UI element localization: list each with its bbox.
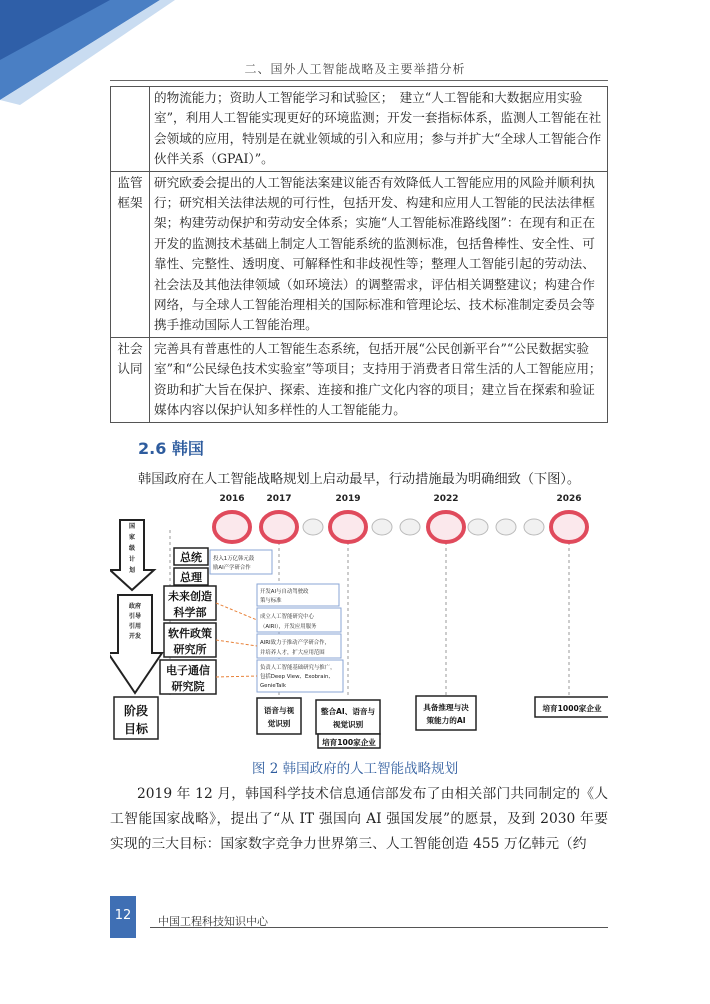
year-label: 2026 (556, 494, 582, 504)
org-label: 研究院 (171, 680, 205, 693)
row-label: 社会认同 (111, 337, 150, 422)
org-label: 科学部 (173, 606, 207, 619)
figure-caption: 图 2 韩国政府的人工智能战略规划 (251, 761, 459, 777)
goal-text: 培育100家企业 (322, 738, 376, 747)
arrow-text: 家 (128, 534, 136, 541)
intro-paragraph: 韩国政府在人工智能战略规划上启动最早，行动措施最为明确细致（下图）。 (138, 472, 581, 487)
year-label: 2016 (219, 494, 245, 504)
org-label: 研究所 (173, 643, 207, 656)
measures-table (110, 86, 608, 423)
year-label: 2017 (266, 494, 292, 504)
note-text: 策与标准 (260, 598, 282, 604)
year-label: 2022 (433, 494, 459, 504)
korea-ai-strategy-figure (110, 490, 608, 752)
org-label: 总理 (180, 571, 202, 584)
stage-label: 阶段 (123, 704, 149, 718)
goal-text: 整合AI、语音与 (320, 707, 376, 716)
org-label: 软件政策 (168, 627, 212, 640)
note-text: 开发AI与自动驾驶政 (260, 589, 309, 595)
note-text: 投入1万亿韩元鼓 (213, 556, 255, 562)
row-label: 监管框架 (111, 171, 150, 337)
arrow-text: 计 (128, 556, 136, 563)
running-header: 二、国外人工智能战略及主要举措分析 (244, 62, 466, 76)
goal-text: 策能力的AI (426, 716, 466, 725)
section-heading: 2.6 韩国 (138, 439, 204, 458)
note-text: AIRI致力于推动产学研合作， (260, 640, 330, 646)
note-text: 包括Deep View、Exobrain、 (260, 674, 334, 680)
footer-rule (150, 927, 608, 928)
stage-label: 目标 (123, 722, 149, 736)
goal-text: 培育1000家企业 (542, 704, 602, 713)
arrow-text: 国 (128, 523, 136, 530)
org-label: 未来创造 (168, 590, 212, 603)
note-text: 负责人工智能基础研究与推广， (260, 665, 336, 671)
note-text: 成立人工智能研究中心 (260, 614, 314, 620)
arrow-text: 引导 (128, 613, 142, 620)
arrow-text: 级 (128, 545, 136, 552)
note-text: （AIRI），开发应用服务 (260, 624, 317, 630)
table-row (111, 171, 608, 337)
note-text: 并培养人才，扩大应用范围 (260, 650, 325, 656)
goal-text: 视觉识别 (332, 720, 364, 729)
goal-text: 具备推理与决 (423, 703, 469, 712)
table-row (111, 337, 608, 422)
header-rule (110, 80, 608, 81)
year-label: 2019 (335, 494, 361, 504)
note-text: GenieTalk (260, 683, 287, 689)
row-text: 完善具有普惠性的人工智能生态系统，包括开展“公民创新平台”“公民数据实验室”和“公民绿色技术实验室”等项目；支持用于消费者日常生活的人工智能应用；资助和扩大旨在保护、探索、连接和推广文化内容的项目；建立旨在探索和验证媒体内容以保护认知多样性的人工智能能力。 (150, 337, 608, 422)
row-text: 的物流能力；资助人工智能学习和试验区； 建立“人工智能和大数据应用实验室”，利用人工智能实现更好的环境监测；开发一套指标体系，监测人工智能在社会领域的应用，特别是在就业领域的引入和应用；参与并扩大“全球人工智能合作伙伴关系（GPAI）”。 (150, 87, 608, 172)
page-number: 12 (110, 896, 136, 938)
row-label (111, 87, 150, 172)
goal-text: 语音与视 (263, 706, 295, 715)
arrow-text: 引用 (128, 623, 142, 630)
table-row (111, 87, 608, 172)
arrow-text: 政府 (128, 603, 142, 610)
org-label: 电子通信 (166, 664, 210, 677)
body-paragraph: 2019 年 12 月，韩国科学技术信息通信部发布了由相关部门共同制定的《人工智能国家战略》，提出了“从 IT 强国向 AI 强国发展”的愿景，及到 2030 年要实现的三大目标：国家数字竞争力世界第三、人工智能创造 455 万亿韩元（约 (110, 786, 608, 852)
goal-text: 觉识别 (267, 719, 291, 728)
footer-org: 中国工程科技知识中心 (158, 915, 268, 928)
org-label: 总统 (180, 551, 202, 564)
row-text: 研究欧委会提出的人工智能法案建议能否有效降低人工智能应用的风险并顺利执行；研究相关法律法规的可行性，包括开发、构建和应用人工智能的民法法律框架；构建劳动保护和劳动安全体系；实施“人工智能标准路线图”：在现有和正在开发的监测技术基础上制定人工智能系统的监测标准，包括鲁棒性、安全性、可靠性、完整性、透明度、可解释性和非歧视性等；整理人工智能引起的劳动法、社会法及其他法律领域（如环境法）的调整需求，评估相关调整建议；构建合作网络，与全球人工智能治理相关的国际标准和管理论坛、技术标准制定委员会等携手推动国际人工智能治理。 (150, 171, 608, 337)
arrow-text: 划 (128, 567, 136, 574)
note-text: 励AI产学研合作 (213, 565, 251, 571)
arrow-text: 开发 (128, 633, 142, 640)
